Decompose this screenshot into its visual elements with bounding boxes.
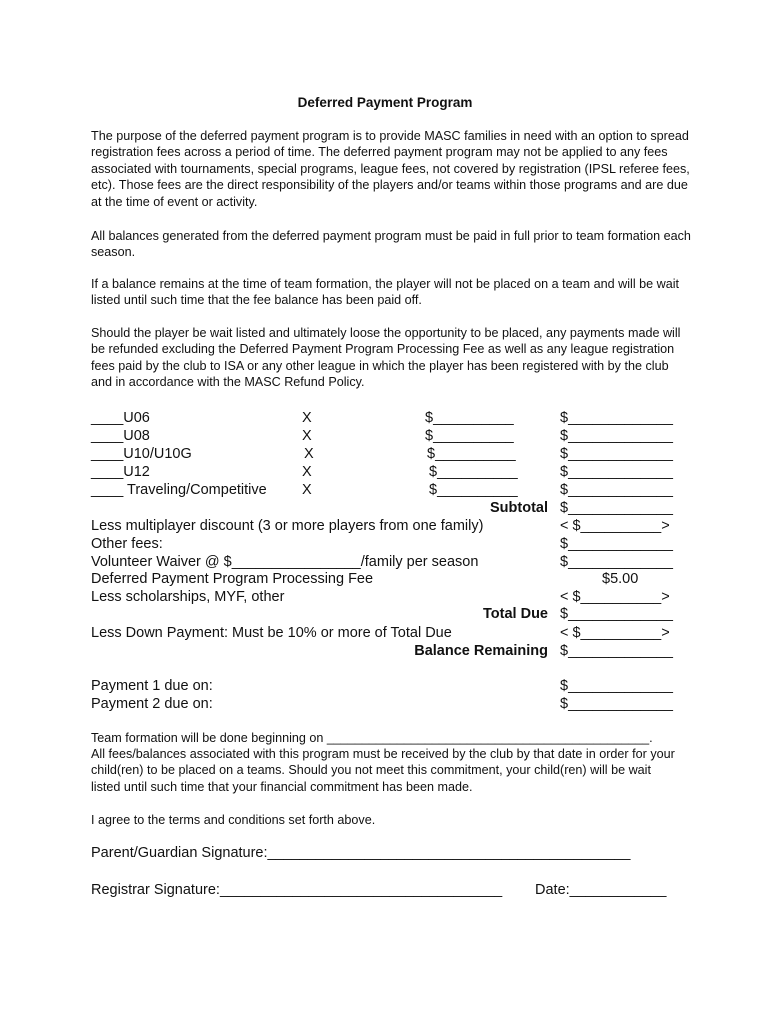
age-label: ____U08 (91, 428, 150, 444)
payment-2-label: Payment 2 due on: (91, 696, 213, 712)
date-field[interactable]: Date:____________ (535, 882, 667, 898)
payment-1-label: Payment 1 due on: (91, 678, 213, 694)
multiply-sign: X (302, 482, 312, 498)
parent-signature-field[interactable]: Parent/Guardian Signature:_____________________________________________ (91, 845, 631, 861)
multiply-sign: X (302, 410, 312, 426)
down-payment-label: Less Down Payment: Must be 10% or more of Total Due (91, 625, 452, 641)
volunteer-waiver-label: Volunteer Waiver @ $________________/family per season (91, 554, 479, 570)
registrar-signature-field[interactable]: Registrar Signature:___________________________________ (91, 882, 503, 898)
total-field[interactable]: $_____________ (560, 482, 673, 498)
agreement-statement: I agree to the terms and conditions set forth above. (91, 813, 376, 827)
total-due-label: Total Due (483, 606, 548, 622)
age-label: ____U12 (91, 464, 150, 480)
multiplayer-discount-field[interactable]: < $__________> (560, 518, 670, 534)
team-formation-date-field[interactable]: Team formation will be done beginning on ______________________________________________. (91, 731, 653, 745)
down-payment-field[interactable]: < $__________> (560, 625, 670, 641)
total-field[interactable]: $_____________ (560, 410, 673, 426)
refund-paragraph: Should the player be wait listed and ultimately loose the opportunity to be placed, any payments made will be refunded excluding the Deferred Payment Program Processing Fee as well as any league registration fees paid by the club to ISA or any other league in which the player has been registered with by the club and in accordance with the MASC Refund Policy. (91, 326, 681, 390)
scholarships-label: Less scholarships, MYF, other (91, 589, 285, 605)
volunteer-waiver-field[interactable]: $_____________ (560, 554, 673, 570)
purpose-paragraph: The purpose of the deferred payment program is to provide MASC families in need with an option to spread registration fees across a period of time. The deferred payment program may not be applied to any fees associated with tournaments, special programs, league fees, not covered by registration (IPSL referee fees, etc). Those fees are the direct responsibility of the players and/or teams within those programs and are due at the time of event or activity. (91, 129, 690, 209)
processing-fee-value: $5.00 (602, 571, 639, 587)
fee-field[interactable]: $__________ (425, 410, 514, 426)
age-label: ____ Traveling/Competitive (91, 482, 267, 498)
fee-field[interactable]: $__________ (429, 482, 518, 498)
fee-field[interactable]: $__________ (429, 464, 518, 480)
multiply-sign: X (302, 464, 312, 480)
subtotal-field[interactable]: $_____________ (560, 500, 673, 516)
fee-field[interactable]: $__________ (427, 446, 516, 462)
payment-2-field[interactable]: $_____________ (560, 696, 673, 712)
total-field[interactable]: $_____________ (560, 428, 673, 444)
other-fees-field[interactable]: $_____________ (560, 536, 673, 552)
fee-field[interactable]: $__________ (425, 428, 514, 444)
balance-remaining-field[interactable]: $_____________ (560, 643, 673, 659)
page-title: Deferred Payment Program (297, 95, 473, 110)
balances-paragraph: All balances generated from the deferred payment program must be paid in full prior to team formation each season. (91, 229, 691, 260)
payment-1-field[interactable]: $_____________ (560, 678, 673, 694)
multiply-sign: X (302, 428, 312, 444)
multiplayer-discount-label: Less multiplayer discount (3 or more players from one family) (91, 518, 484, 534)
fees-deadline-paragraph: All fees/balances associated with this program must be received by the club by that date in order for your child(ren) to be placed on a teams. Should you not meet this commitment, your child(ren) will be wait listed until such time that your financial commitment has been made. (91, 747, 675, 794)
total-due-field[interactable]: $_____________ (560, 606, 673, 622)
age-label: ____U06 (91, 410, 150, 426)
balance-remaining-label: Balance Remaining (414, 643, 548, 659)
total-field[interactable]: $_____________ (560, 464, 673, 480)
subtotal-label: Subtotal (490, 500, 548, 516)
multiply-sign: X (304, 446, 314, 462)
processing-fee-label: Deferred Payment Program Processing Fee (91, 571, 374, 587)
age-label: ____U10/U10G (91, 446, 192, 462)
total-field[interactable]: $_____________ (560, 446, 673, 462)
team-formation-paragraph: If a balance remains at the time of team formation, the player will not be placed on a team and will be wait listed until such time that the fee balance has been paid off. (91, 277, 680, 308)
other-fees-label: Other fees: (91, 536, 163, 552)
scholarships-field[interactable]: < $__________> (560, 589, 670, 605)
